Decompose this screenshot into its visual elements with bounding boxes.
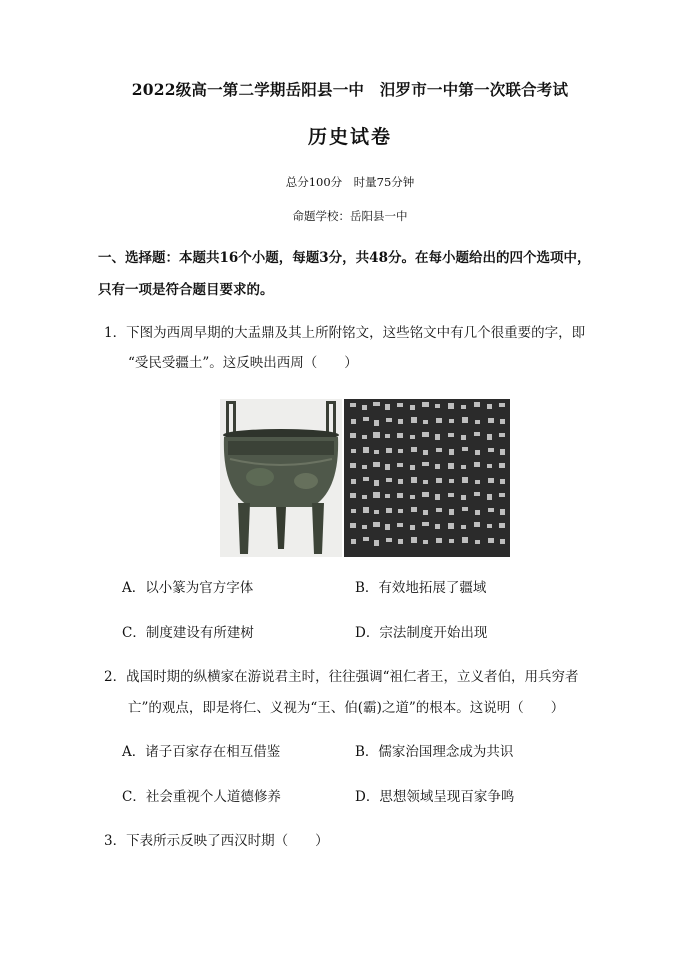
exam-title: 2022级高一第二学期岳阳县一中 汨罗市一中第一次联合考试 bbox=[131, 80, 569, 99]
ding-and-inscription-photo bbox=[220, 399, 510, 557]
question-setter: 命题学校：岳阳县一中 bbox=[292, 209, 408, 223]
question-2-option-b: B．儒家治国理念成为共识 bbox=[355, 744, 514, 760]
question-2-option-a: A．诸子百家存在相互借鉴 bbox=[122, 744, 281, 760]
section-instruction-line1: 一、选择题：本题共16个小题，每题3分，共48分。在每小题给出的四个选项中， bbox=[98, 250, 591, 266]
question-1-option-b: B．有效地拓展了疆域 bbox=[355, 580, 487, 596]
question-1-option-c: C．制度建设有所建树 bbox=[122, 625, 254, 641]
question-1-option-a: A．以小篆为官方字体 bbox=[122, 580, 254, 596]
question-1-stem: 1．下图为西周早期的大盂鼎及其上所附铭文，这些铭文中有几个很重要的字，即 bbox=[104, 325, 586, 341]
bronze-ding-image bbox=[220, 399, 342, 557]
question-2-stem-cont: 亡”的观点，即是将仁、义视为“王、伯(霸)之道”的根本。这说明（ ） bbox=[128, 700, 565, 716]
question-2-option-d: D．思想领域呈现百家争鸣 bbox=[355, 789, 515, 805]
score-time-info: 总分100分 时量75分钟 bbox=[285, 175, 415, 189]
question-3-stem: 3．下表所示反映了西汉时期（ ） bbox=[104, 833, 329, 849]
section-instruction-line2: 只有一项是符合题目要求的。 bbox=[98, 282, 274, 298]
question-2-stem: 2．战国时期的纵横家在游说君主时，往往强调“祖仁者王，立义者伯，用兵穷者 bbox=[104, 669, 579, 685]
question-1-stem-cont: “受民受疆土”。这反映出西周（ ） bbox=[128, 355, 358, 371]
inscription-rubbing-image bbox=[344, 399, 510, 557]
subject-title: 历史试卷 bbox=[307, 126, 392, 148]
question-2-option-c: C．社会重视个人道德修养 bbox=[122, 789, 281, 805]
question-1-option-d: D．宗法制度开始出现 bbox=[355, 625, 488, 641]
